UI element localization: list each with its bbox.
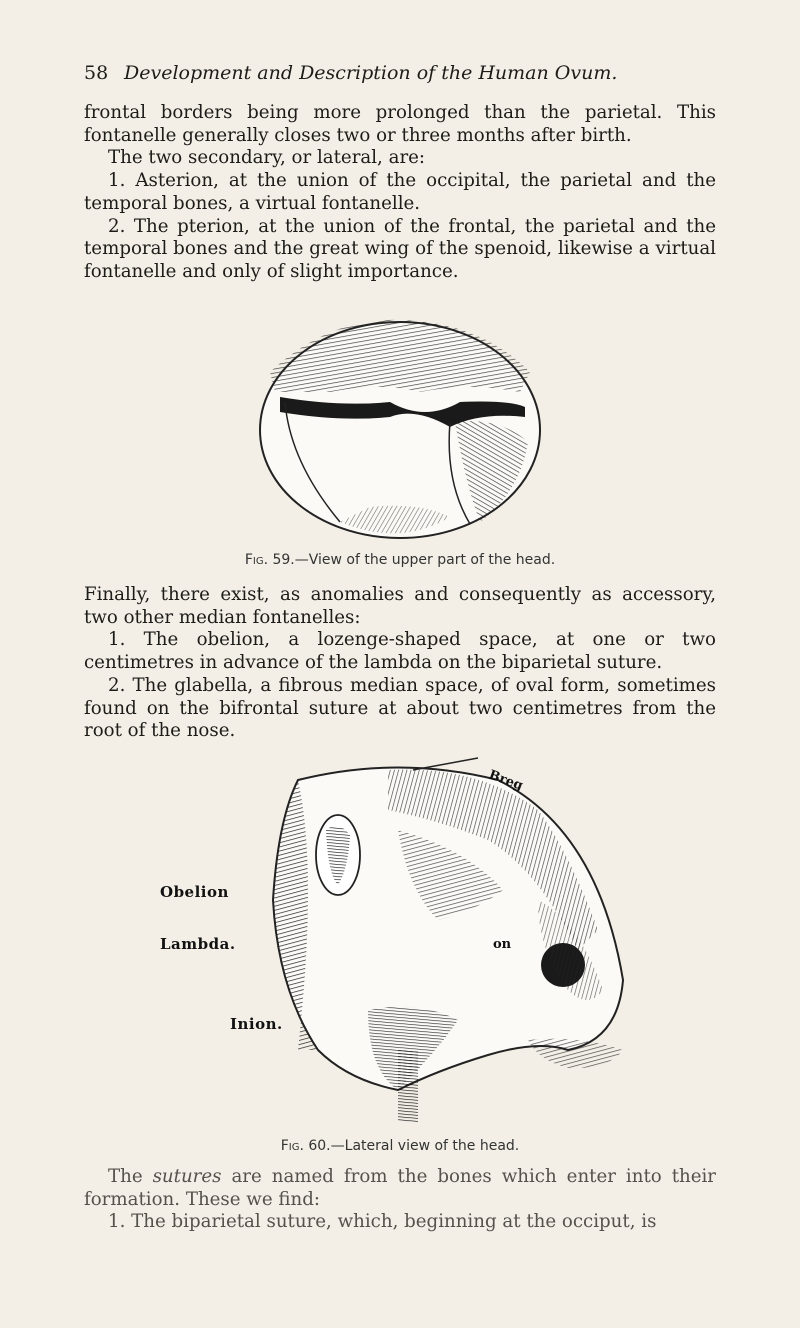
figure-59-upper-head-illustration bbox=[250, 312, 550, 542]
text-block-3 bbox=[84, 1166, 716, 1234]
text-block-2 bbox=[84, 584, 716, 743]
page-number: 58 bbox=[84, 62, 109, 84]
paragraph: 1. The obelion, a lozenge-shaped space, at one or two centimetres in advance of the lambda on the biparietal suture. bbox=[84, 629, 716, 674]
paragraph: Finally, there exist, as anomalies and consequently as accessory, two other median fontanelles: bbox=[84, 584, 716, 628]
running-header bbox=[84, 62, 716, 90]
label-inion: Inion. bbox=[230, 1015, 283, 1033]
caption-text: —Lateral view of the head. bbox=[330, 1138, 520, 1154]
paragraph: 2. The glabella, a fibrous median space, of oval form, sometimes found on the bifrontal suture at about two centimetres from the root of the nose. bbox=[84, 674, 716, 742]
caption-text: —View of the upper part of the head. bbox=[294, 552, 556, 568]
figure-number: Fig. 60. bbox=[280, 1138, 331, 1154]
paragraph: 2. The pterion, at the union of the frontal, the parietal and the temporal bones and the great wing of the spenoid, likewise a virtual fontanelle and only of slight importance. bbox=[84, 215, 716, 282]
figure-59-caption bbox=[0, 552, 800, 568]
paragraph: frontal borders being more prolonged than the parietal. This fontanelle generally closes two or three months after birth. bbox=[84, 102, 716, 146]
label-pterion: on bbox=[493, 937, 512, 952]
paragraph: The sutures are named from the bones which enter into their formation. These we find: bbox=[84, 1166, 716, 1210]
paragraph: 1. Asterion, at the union of the occipital, the parietal and the temporal bones, a virtual fontanelle. bbox=[84, 170, 716, 214]
label-obelion: Obelion bbox=[160, 883, 229, 901]
label-lambda: Lambda. bbox=[160, 935, 236, 953]
running-title: Development and Description of the Human Ovum. bbox=[124, 62, 618, 84]
emphasis: sutures bbox=[152, 1166, 222, 1187]
figure-60-lateral-head-illustration bbox=[238, 750, 633, 1122]
label-bregma: Breg bbox=[486, 767, 525, 794]
paragraph: The two secondary, or lateral, are: bbox=[108, 147, 426, 169]
text-block-1 bbox=[84, 102, 716, 284]
paragraph: 1. The biparietal suture, which, beginning at the occiput, is bbox=[108, 1211, 657, 1233]
figure-60-caption bbox=[0, 1138, 800, 1154]
figure-number: Fig. 59. bbox=[244, 552, 295, 568]
